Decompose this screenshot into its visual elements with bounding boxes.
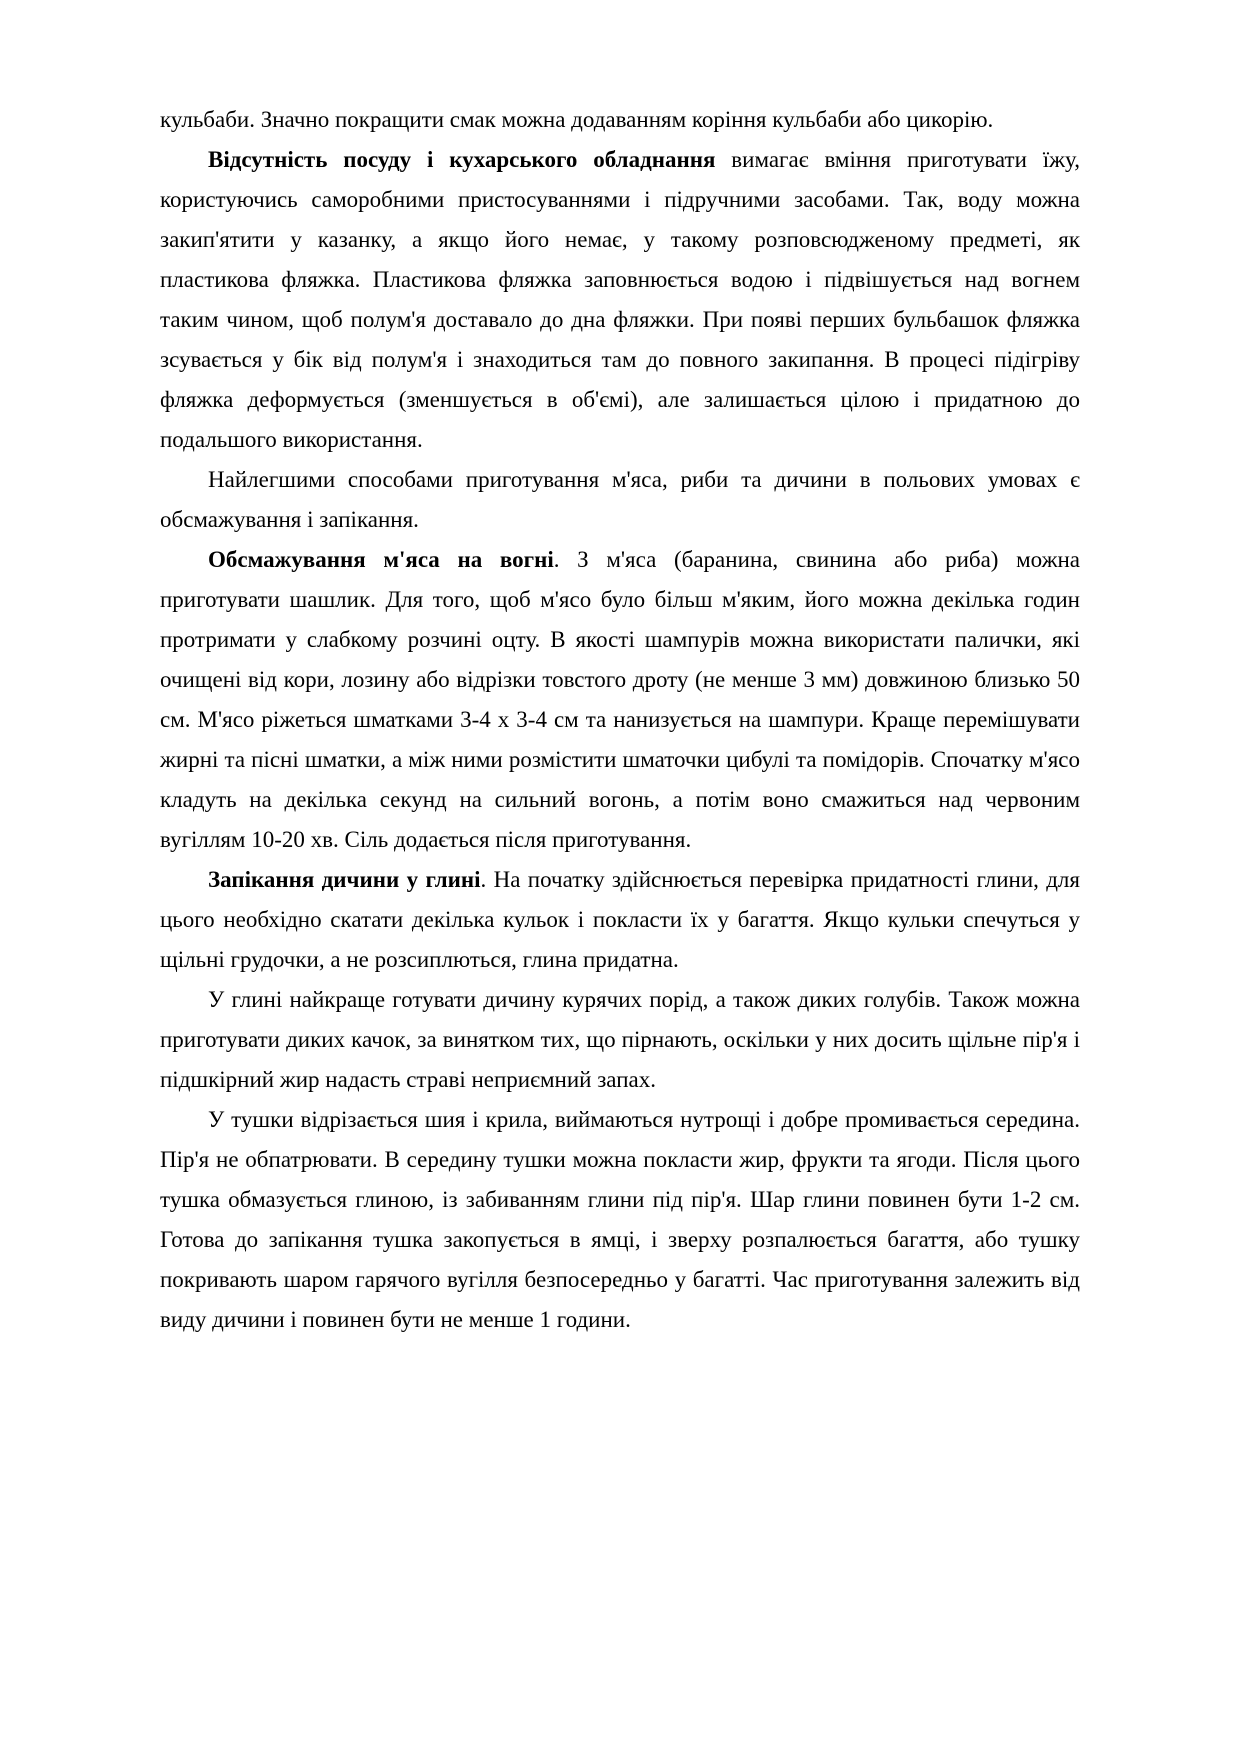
paragraph <box>160 980 1080 1100</box>
paragraph-text: У тушки відрізається шия і крила, виймаються нутрощі і добре промивається середина. Пір'я не обпатрювати. В середину тушки можна покласти жир, фрукти та ягоди. Після цього тушка обмазується глиною, із забиванням глини під пір'я. Шар глини повинен бути 1-2 см. Готова до запікання тушка закопується в ямці, і зверху розпалюється багаття, або тушку покривають шаром гарячого вугілля безпосередньо у багатті. Час приготування залежить від виду дичини і повинен бути не менше 1 години. <box>160 1107 1080 1332</box>
paragraph <box>160 540 1080 860</box>
paragraph <box>160 140 1080 460</box>
paragraph <box>160 100 1080 140</box>
paragraph <box>160 860 1080 980</box>
paragraph-lead-bold: Запікання дичини у глині <box>208 867 481 892</box>
document-body <box>160 100 1080 1340</box>
paragraph-lead-bold: Відсутність посуду і кухарського обладнання <box>208 147 716 172</box>
paragraph-text: . З м'яса (баранина, свинина або риба) можна приготувати шашлик. Для того, щоб м'ясо було більш м'яким, його можна декілька годин протримати у слабкому розчині оцту. В якості шампурів можна використати палички, які очищені від кори, лозину або відрізки товстого дроту (не менше 3 мм) довжиною близько 50 см. М'ясо ріжеться шматками 3-4 х 3-4 см та нанизується на шампури. Краще перемішувати жирні та пісні шматки, а між ними розмістити шматочки цибулі та помідорів. Спочатку м'ясо кладуть на декілька секунд на сильний вогонь, а потім воно смажиться над червоним вугіллям 10-20 хв. Сіль додається після приготування. <box>160 547 1080 852</box>
paragraph <box>160 460 1080 540</box>
paragraph-text: . На початку здійснюється перевірка придатності глини, для цього необхідно скатати декілька кульок і покласти їх у багаття. Якщо кульки спечуться у щільні грудочки, а не розсиплються, глина придатна. <box>160 867 1080 972</box>
paragraph-text: Найлегшими способами приготування м'яса, риби та дичини в польових умовах є обсмажування і запікання. <box>160 467 1080 532</box>
paragraph-text: У глині найкраще готувати дичину курячих порід, а також диких голубів. Також можна приготувати диких качок, за винятком тих, що пірнають, оскільки у них досить щільне пір'я і підшкірний жир надасть страві неприємний запах. <box>160 987 1080 1092</box>
paragraph-lead-bold: Обсмажування м'яса на вогні <box>208 547 554 572</box>
paragraph <box>160 1100 1080 1340</box>
paragraph-text: вимагає вміння приготувати їжу, користуючись саморобними пристосуваннями і підручними засобами. Так, воду можна закип'ятити у казанку, а якщо його немає, у такому розповсюдженому предметі, як пластикова фляжка. Пластикова фляжка заповнюється водою і підвішується над вогнем таким чином, щоб полум'я доставало до дна фляжки. При появі перших бульбашок фляжка зсувається у бік від полум'я і знаходиться там до повного закипання. В процесі підігріву фляжка деформується (зменшується в об'ємі), але залишається цілою і придатною до подальшого використання. <box>160 147 1080 452</box>
paragraph-text: кульбаби. Значно покращити смак можна додаванням коріння кульбаби або цикорію. <box>160 107 994 132</box>
